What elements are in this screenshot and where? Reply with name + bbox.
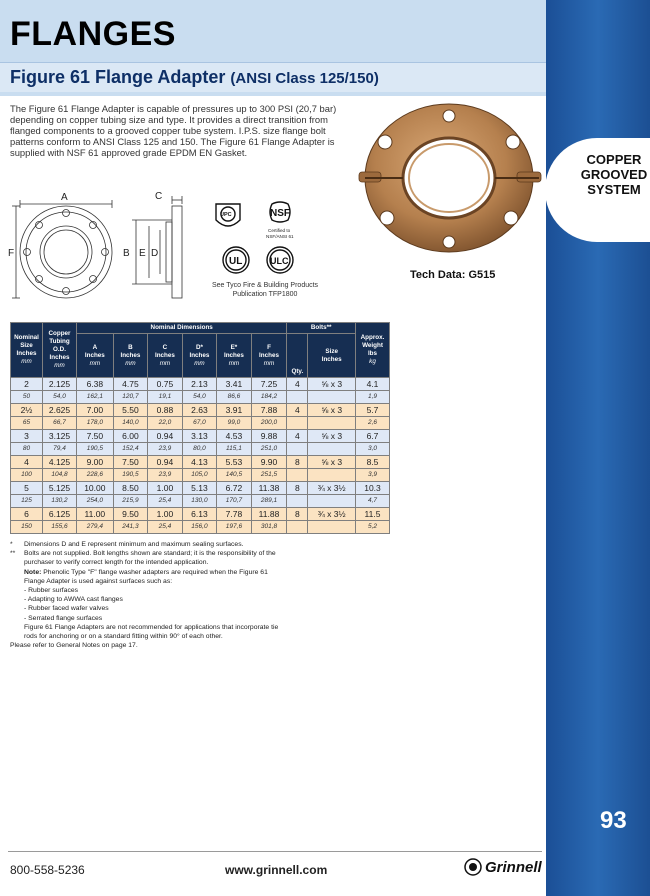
cell-qty: 8 xyxy=(287,508,308,521)
cell-size_mm: 150 xyxy=(11,521,43,534)
section-line-3: SYSTEM xyxy=(587,182,641,197)
upc-icon: UPC xyxy=(220,212,232,218)
product-class: (ANSI Class 125/150) xyxy=(230,70,379,87)
page-title: FLANGES xyxy=(10,15,176,53)
col-weight: Approx. Weight lbs kg xyxy=(356,323,390,378)
cell-d_mm: 130,0 xyxy=(182,495,217,508)
group-nominal-dimensions: Nominal Dimensions xyxy=(77,323,287,334)
table-row-metric xyxy=(11,469,390,482)
grinnell-logo-icon xyxy=(464,858,482,876)
cell-a: 6.38 xyxy=(77,378,114,391)
grinnell-logo-text: Grinnell xyxy=(485,858,542,876)
cell-empty xyxy=(287,417,308,430)
product-name: Figure 61 Flange Adapter xyxy=(10,67,226,87)
cell-size_mm: 50 xyxy=(11,391,43,404)
col-e: E* Inches mm xyxy=(217,334,252,378)
cell-od: 2.125 xyxy=(43,378,77,391)
table-row-metric xyxy=(11,495,390,508)
cell-empty xyxy=(287,521,308,534)
approval-note-line-2: Publication TFP1800 xyxy=(232,291,298,298)
cell-f: 7.25 xyxy=(251,378,287,391)
col-tubing-od: Copper Tubing O.D. Inches mm xyxy=(43,323,77,378)
table-row xyxy=(11,482,390,495)
cell-size: 3 xyxy=(11,430,43,443)
note-bullet: - Rubber faced wafer valves xyxy=(24,605,109,613)
cell-f: 11.88 xyxy=(251,508,287,521)
spec-table xyxy=(10,322,390,534)
cell-c: 0.94 xyxy=(148,430,183,443)
cell-d_mm: 105,0 xyxy=(182,469,217,482)
ulc-icon: ULC xyxy=(270,256,289,266)
cell-od_mm: 66,7 xyxy=(43,417,77,430)
cell-b: 7.50 xyxy=(113,456,148,469)
col-qty: Qty. xyxy=(287,334,308,378)
cell-d: 5.13 xyxy=(182,482,217,495)
cell-b: 5.50 xyxy=(113,404,148,417)
footer-website-link[interactable]: www.grinnell.com xyxy=(225,863,328,877)
cell-c_mm: 19,1 xyxy=(148,391,183,404)
col-a: A Inches mm xyxy=(77,334,114,378)
cell-e_mm: 99,0 xyxy=(217,417,252,430)
note-bullet: - Adapting to AWWA cast flanges xyxy=(24,596,123,604)
table-row-metric xyxy=(11,417,390,430)
cell-c: 1.00 xyxy=(148,482,183,495)
table-row xyxy=(11,508,390,521)
cell-a_mm: 178,0 xyxy=(77,417,114,430)
approval-note xyxy=(200,281,330,299)
cell-empty xyxy=(308,391,356,404)
cell-qty: 4 xyxy=(287,430,308,443)
cell-bsize: ⅝ x 3 xyxy=(308,456,356,469)
cell-size: 2½ xyxy=(11,404,43,417)
cell-qty: 4 xyxy=(287,378,308,391)
cell-size: 4 xyxy=(11,456,43,469)
dim-label-a: A xyxy=(61,192,68,203)
cell-a_mm: 162,1 xyxy=(77,391,114,404)
cell-od: 5.125 xyxy=(43,482,77,495)
dimension-drawing xyxy=(8,190,204,308)
cell-size: 6 xyxy=(11,508,43,521)
cell-e: 3.41 xyxy=(217,378,252,391)
cell-empty xyxy=(308,521,356,534)
cell-f: 7.88 xyxy=(251,404,287,417)
cell-wt: 5.7 xyxy=(356,404,390,417)
cell-d_mm: 156,0 xyxy=(182,521,217,534)
cell-od: 6.125 xyxy=(43,508,77,521)
cell-d: 6.13 xyxy=(182,508,217,521)
note-bolts: ** Bolts are not supplied. Bolt lengths shown are standard; it is the responsibility of the purchaser to verify correct length for the intended application. xyxy=(10,550,276,567)
cell-b: 6.00 xyxy=(113,430,148,443)
subtitle-bar xyxy=(0,62,546,92)
cell-wt: 11.5 xyxy=(356,508,390,521)
section-rail xyxy=(546,0,650,896)
cell-e: 6.72 xyxy=(217,482,252,495)
cell-size_mm: 125 xyxy=(11,495,43,508)
note-dimensions: * Dimensions D and E represent minimum and maximum sealing surfaces. xyxy=(10,541,244,548)
cell-empty xyxy=(308,495,356,508)
cell-f: 11.38 xyxy=(251,482,287,495)
approval-note-line-1: See Tyco Fire & Building Products xyxy=(211,282,319,289)
cell-e: 3.91 xyxy=(217,404,252,417)
cell-b: 9.50 xyxy=(113,508,148,521)
dim-label-b: B xyxy=(123,248,130,259)
notes xyxy=(10,540,280,650)
cell-e_mm: 86,6 xyxy=(217,391,252,404)
cell-f_mm: 251,5 xyxy=(251,469,287,482)
cell-d: 3.13 xyxy=(182,430,217,443)
cell-c_mm: 23,9 xyxy=(148,443,183,456)
cell-size: 5 xyxy=(11,482,43,495)
cell-b: 4.75 xyxy=(113,378,148,391)
cell-b_mm: 120,7 xyxy=(113,391,148,404)
cell-f_mm: 184,2 xyxy=(251,391,287,404)
cell-b: 8.50 xyxy=(113,482,148,495)
grinnell-logo xyxy=(464,858,542,876)
cell-wt_kg: 5,2 xyxy=(356,521,390,534)
cell-size_mm: 65 xyxy=(11,417,43,430)
cell-e: 4.53 xyxy=(217,430,252,443)
footer-phone: 800-558-5236 xyxy=(10,863,85,877)
dim-label-e: E xyxy=(139,248,146,259)
cell-c: 0.75 xyxy=(148,378,183,391)
cell-empty xyxy=(287,391,308,404)
intro-paragraph: The Figure 61 Flange Adapter is capable of pressures up to 300 PSI (20,7 bar) depending on copper tubing size and type. It provides a direct transition from flanged components to a grooved copper tube system. I.P.S. size flange bolt patterns conform to ANSI Class 125 and 150. The Figure 61 Flange Adapter is supplied with NSF 61 approved grade EPDM EN Gasket. xyxy=(10,103,337,158)
cell-empty xyxy=(287,495,308,508)
cell-qty: 8 xyxy=(287,482,308,495)
cell-e_mm: 140,5 xyxy=(217,469,252,482)
cell-qty: 8 xyxy=(287,456,308,469)
cell-wt: 4.1 xyxy=(356,378,390,391)
cell-e_mm: 197,6 xyxy=(217,521,252,534)
cell-d: 2.63 xyxy=(182,404,217,417)
dim-label-c: C xyxy=(155,191,163,202)
product-title xyxy=(10,67,379,88)
col-c: C Inches mm xyxy=(148,334,183,378)
cell-f_mm: 289,1 xyxy=(251,495,287,508)
tech-data-label: Tech Data: G515 xyxy=(410,269,496,281)
cell-bsize: ⅝ x 3 xyxy=(308,378,356,391)
cell-od: 2.625 xyxy=(43,404,77,417)
cell-wt_kg: 3,0 xyxy=(356,443,390,456)
cell-wt: 8.5 xyxy=(356,456,390,469)
cell-b_mm: 241,3 xyxy=(113,521,148,534)
cell-wt_kg: 1,9 xyxy=(356,391,390,404)
cell-od_mm: 79,4 xyxy=(43,443,77,456)
cell-wt_kg: 2,6 xyxy=(356,417,390,430)
cell-e_mm: 170,7 xyxy=(217,495,252,508)
note-phenolic: Note: Phenolic Type "F" flange washer adapters are required when the Figure 61 Flange Adapter is used against surfaces such as: xyxy=(24,568,268,585)
table-row xyxy=(11,378,390,391)
cell-c: 0.88 xyxy=(148,404,183,417)
nsf-cert-line-2: NSF/ANSI 61 xyxy=(266,234,294,239)
cell-a: 7.50 xyxy=(77,430,114,443)
col-f: F Inches mm xyxy=(251,334,287,378)
cell-c: 1.00 xyxy=(148,508,183,521)
dim-label-d: D xyxy=(151,248,159,259)
cell-f_mm: 301,8 xyxy=(251,521,287,534)
cell-bsize: ¾ x 3½ xyxy=(308,508,356,521)
cell-e: 5.53 xyxy=(217,456,252,469)
cell-d_mm: 54,0 xyxy=(182,391,217,404)
cell-od_mm: 104,8 xyxy=(43,469,77,482)
cell-a: 9.00 xyxy=(77,456,114,469)
cell-od: 4.125 xyxy=(43,456,77,469)
cell-a: 10.00 xyxy=(77,482,114,495)
cell-e: 7.78 xyxy=(217,508,252,521)
cell-empty xyxy=(308,443,356,456)
section-tab-label xyxy=(580,152,648,197)
cell-a_mm: 190,5 xyxy=(77,443,114,456)
cell-size_mm: 100 xyxy=(11,469,43,482)
cell-a_mm: 228,6 xyxy=(77,469,114,482)
cell-c_mm: 22,0 xyxy=(148,417,183,430)
cell-a_mm: 254,0 xyxy=(77,495,114,508)
cell-d: 4.13 xyxy=(182,456,217,469)
nsf-cert-line-1: Certified to xyxy=(268,228,291,233)
cell-qty: 4 xyxy=(287,404,308,417)
cell-c: 0.94 xyxy=(148,456,183,469)
ul-icon: UL xyxy=(229,256,243,267)
cell-od_mm: 54,0 xyxy=(43,391,77,404)
dim-label-f: F xyxy=(8,248,15,259)
nsf-icon: NSF xyxy=(270,208,290,219)
table-row xyxy=(11,456,390,469)
note-tie-rods: Figure 61 Flange Adapters are not recommended for applications that incorporate tie rods for anchoring or on a standard fitting within 90° of each other. xyxy=(24,623,279,641)
note-bullet: - Rubber surfaces xyxy=(24,587,79,595)
cell-b_mm: 190,5 xyxy=(113,469,148,482)
cell-wt: 10.3 xyxy=(356,482,390,495)
cell-od: 3.125 xyxy=(43,430,77,443)
col-b: B Inches mm xyxy=(113,334,148,378)
footer-divider xyxy=(8,851,542,852)
table-row-metric xyxy=(11,391,390,404)
cell-size: 2 xyxy=(11,378,43,391)
cell-a: 11.00 xyxy=(77,508,114,521)
cell-f: 9.88 xyxy=(251,430,287,443)
cell-empty xyxy=(308,417,356,430)
cell-empty xyxy=(308,469,356,482)
cell-c_mm: 25,4 xyxy=(148,521,183,534)
cell-wt_kg: 3,9 xyxy=(356,469,390,482)
cell-od_mm: 155,6 xyxy=(43,521,77,534)
cell-bsize: ⅝ x 3 xyxy=(308,404,356,417)
section-line-1: COPPER xyxy=(586,152,642,167)
cell-a: 7.00 xyxy=(77,404,114,417)
cell-d_mm: 80,0 xyxy=(182,443,217,456)
cell-wt: 6.7 xyxy=(356,430,390,443)
cell-size_mm: 80 xyxy=(11,443,43,456)
cell-b_mm: 140,0 xyxy=(113,417,148,430)
flange-adapter-image xyxy=(357,102,543,258)
page-number: 93 xyxy=(600,807,627,834)
approval-marks xyxy=(212,200,314,286)
cell-a_mm: 279,4 xyxy=(77,521,114,534)
cell-f_mm: 200,0 xyxy=(251,417,287,430)
cell-d: 2.13 xyxy=(182,378,217,391)
note-bullet: - Serrated flange surfaces xyxy=(24,614,103,622)
cell-c_mm: 25,4 xyxy=(148,495,183,508)
cell-od_mm: 130,2 xyxy=(43,495,77,508)
table-row-metric xyxy=(11,443,390,456)
note-general: Please refer to General Notes on page 17. xyxy=(10,642,138,650)
section-line-2: GROOVED xyxy=(580,167,648,182)
cell-b_mm: 215,9 xyxy=(113,495,148,508)
group-bolts: Bolts** xyxy=(287,323,356,334)
cell-f: 9.90 xyxy=(251,456,287,469)
cell-bsize: ⅝ x 3 xyxy=(308,430,356,443)
cell-f_mm: 251,0 xyxy=(251,443,287,456)
table-row xyxy=(11,404,390,417)
table-row-metric xyxy=(11,521,390,534)
cell-bsize: ¾ x 3½ xyxy=(308,482,356,495)
col-nominal-size: Nominal Size Inches mm xyxy=(11,323,43,378)
cell-empty xyxy=(287,443,308,456)
table-row xyxy=(11,430,390,443)
spec-table-body xyxy=(11,378,390,534)
cell-c_mm: 23,9 xyxy=(148,469,183,482)
cell-empty xyxy=(287,469,308,482)
col-bolt-size: Size Inches xyxy=(308,334,356,378)
cell-d_mm: 67,0 xyxy=(182,417,217,430)
cell-wt_kg: 4,7 xyxy=(356,495,390,508)
col-d: D* Inches mm xyxy=(182,334,217,378)
cell-e_mm: 115,1 xyxy=(217,443,252,456)
cell-b_mm: 152,4 xyxy=(113,443,148,456)
